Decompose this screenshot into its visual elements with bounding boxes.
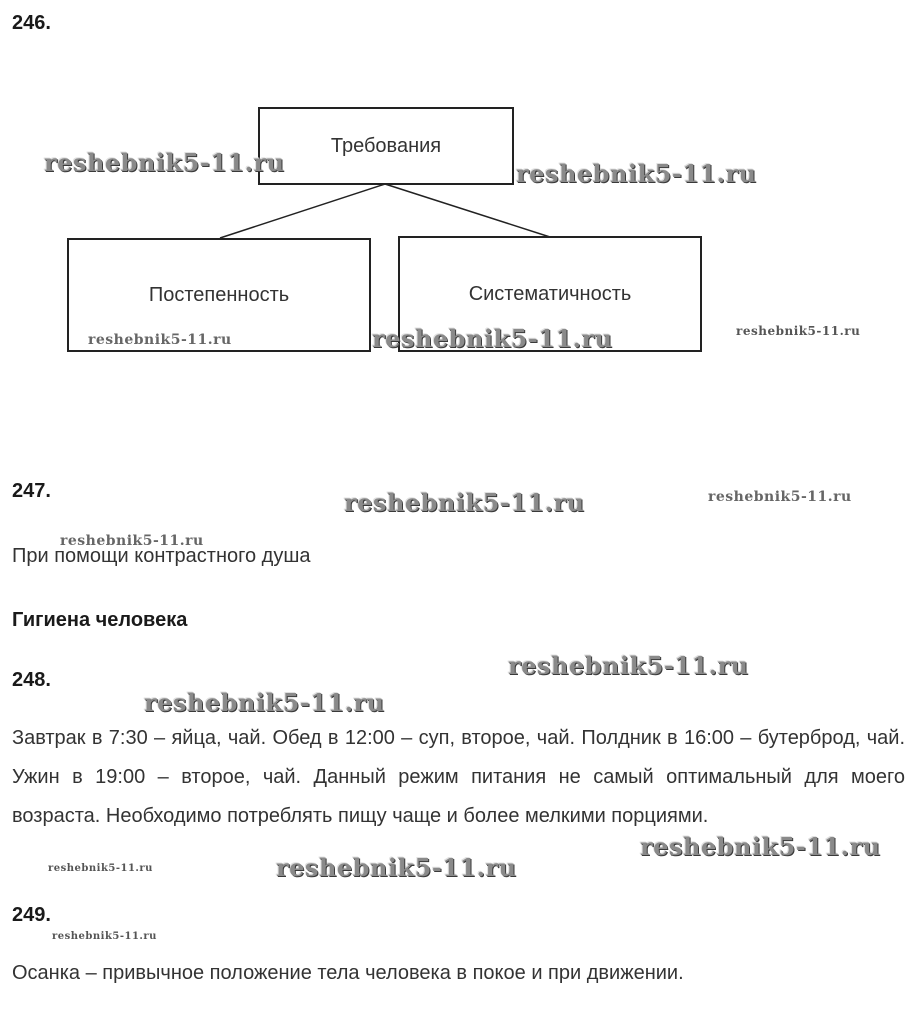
connector-line-left xyxy=(220,184,385,238)
answer-248: Завтрак в 7:30 – яйца, чай. Обед в 12:00 – суп, второе, чай. Полдник в 16:00 – бутерброд, чай. Ужин в 19:00 – второе, чай. Данный режим питания не самый оптимальный для моего возраста. Необходимо потреблять пищу чаще и более мелкими порциями. xyxy=(12,727,905,827)
watermark: reshebnik5-11.ru xyxy=(736,324,861,338)
watermark: reshebnik5-11.ru xyxy=(708,489,852,505)
watermark: reshebnik5-11.ru xyxy=(344,488,585,517)
diagram-root-node xyxy=(258,107,514,185)
answer-247: При помощи контрастного душа xyxy=(12,545,311,567)
watermark: reshebnik5-11.ru xyxy=(88,332,232,348)
task-number-249: 249. xyxy=(12,904,51,926)
watermark: reshebnik5-11.ru xyxy=(144,688,385,717)
diagram-child-label: Постепенность xyxy=(148,283,290,306)
task-number-246: 246. xyxy=(12,12,51,34)
watermark: reshebnik5-11.ru xyxy=(276,853,517,882)
diagram-child-label: Систематичность xyxy=(468,282,632,305)
answer-249: Осанка – привычное положение тела человека в покое и при движении. xyxy=(12,962,684,984)
watermark: reshebnik5-11.ru xyxy=(60,533,204,549)
watermark: reshebnik5-11.ru xyxy=(508,651,749,680)
watermark: reshebnik5-11.ru xyxy=(52,931,157,942)
watermark: reshebnik5-11.ru xyxy=(48,863,153,874)
diagram-root-label: Требования xyxy=(330,134,442,157)
topic-heading: Гигиена человека xyxy=(12,609,188,631)
task-number-248: 248. xyxy=(12,669,51,691)
connector-line-right xyxy=(385,184,550,237)
task-number-247: 247. xyxy=(12,480,51,502)
watermark: reshebnik5-11.ru xyxy=(44,148,285,177)
watermark: reshebnik5-11.ru xyxy=(372,324,613,353)
watermark: reshebnik5-11.ru xyxy=(640,832,881,861)
watermark: reshebnik5-11.ru xyxy=(516,159,757,188)
